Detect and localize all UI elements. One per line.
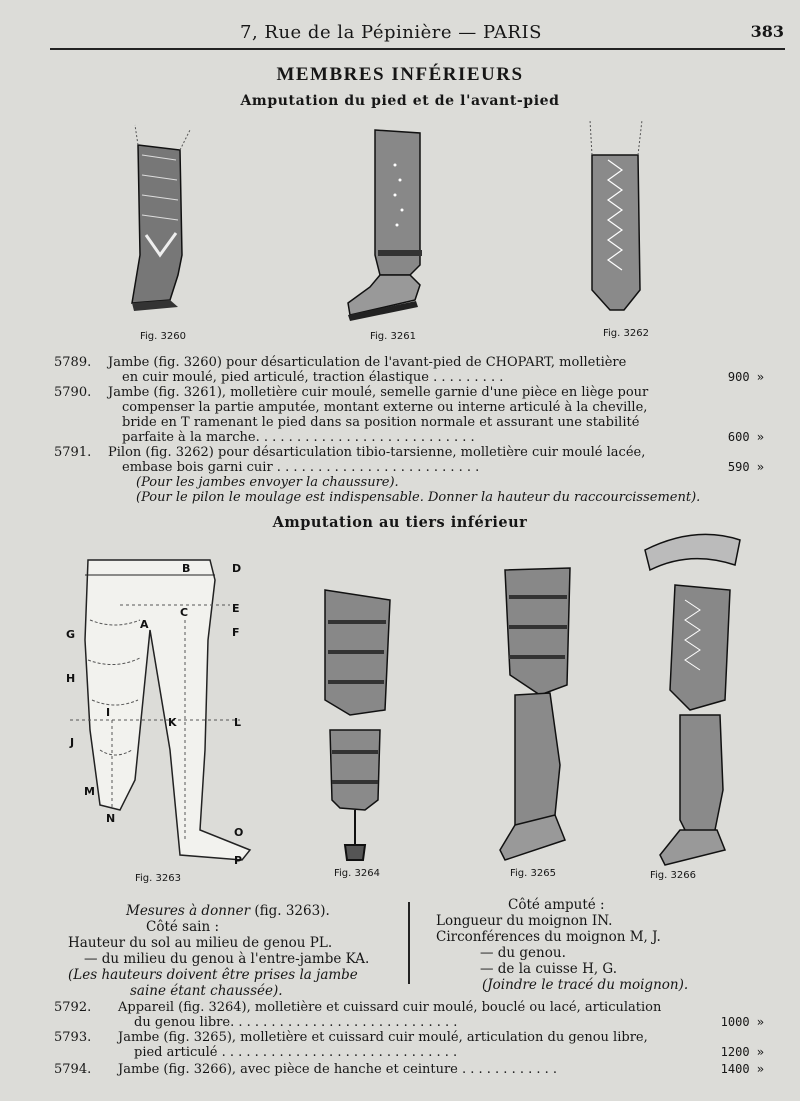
diagram-letter: H: [66, 672, 76, 685]
item-price: 1000 »: [720, 1015, 764, 1029]
section-title: MEMBRES INFÉRIEURS: [276, 64, 524, 85]
measures-left: [68, 903, 403, 999]
item-line: Appareil (fig. 3264), molletière et cuissard cuir moulé, bouclé ou lacé, articulation: [118, 1000, 662, 1015]
measure-note: (Joindre le tracé du moignon).: [482, 977, 689, 993]
item-line: Pilon (fig. 3262) pour désarticulation tibio-tarsienne, molletière cuir moulé lacée,: [108, 445, 646, 460]
measure-note: saine étant chaussée).: [130, 983, 283, 999]
note-line: (Pour le pilon le moulage est indispensable. Donner la hauteur du raccourcissement).: [136, 490, 701, 505]
section2-subtitle: Amputation au tiers inférieur: [272, 514, 528, 531]
item-line: en cuir moulé, pied articulé, traction élastique . . . . . . . . .: [122, 370, 504, 385]
item-5791: [54, 445, 764, 477]
diagram-letter: J: [70, 736, 75, 749]
item-line: Jambe (fig. 3265), molletière et cuissard cuir moulé, articulation du genou libre,: [118, 1030, 648, 1045]
side-label: Côté sain :: [146, 919, 219, 935]
diagram-letter: I: [106, 706, 111, 719]
diagram-letter: L: [234, 716, 242, 729]
item-price: 1200 »: [720, 1045, 764, 1059]
item-number: 5794.: [54, 1062, 92, 1077]
item-price: 600 »: [727, 430, 764, 444]
item-line: pied articulé . . . . . . . . . . . . . . . . . . . . . . . . . . . . .: [134, 1045, 458, 1060]
item-number: 5791.: [54, 445, 92, 460]
diagram-letter: P: [234, 854, 243, 867]
diagram-letter: F: [232, 626, 240, 639]
measure-line: — de la cuisse H, G.: [480, 961, 618, 977]
figure-3261: [340, 125, 430, 325]
item-line: du genou libre. . . . . . . . . . . . . . . . . . . . . . . . . . . .: [134, 1015, 458, 1030]
item-line: parfaite à la marche. . . . . . . . . . . . . . . . . . . . . . . . . . .: [122, 430, 475, 445]
diagram-letter: D: [232, 562, 242, 575]
measures-heading-fig: (fig. 3263).: [254, 903, 330, 919]
figure-3264: [320, 580, 400, 870]
fig-3262-caption: Fig. 3262: [603, 328, 649, 339]
item-line: Jambe (fig. 3266), avec pièce de hanche et ceinture . . . . . . . . . . . .: [118, 1062, 558, 1077]
measure-line: Hauteur du sol au milieu de genou PL.: [68, 935, 333, 951]
item-line: embase bois garni cuir . . . . . . . . . . . . . . . . . . . . . . . . .: [122, 460, 480, 475]
diagram-letter: N: [106, 812, 116, 825]
diagram-letter: E: [232, 602, 240, 615]
item-line: Jambe (fig. 3260) pour désarticulation de l'avant-pied de CHOPART, molletière: [108, 355, 627, 370]
diagram-letter: M: [84, 785, 95, 798]
figure-3263-diagram: [60, 550, 260, 870]
item-line: compenser la partie amputée, montant externe ou interne articulé à la cheville,: [122, 400, 648, 415]
diagram-letter: B: [182, 562, 191, 575]
figure-3266: [635, 530, 745, 870]
column-divider: [408, 902, 410, 984]
figure-3262: [580, 120, 650, 320]
page-number: 383: [750, 22, 784, 41]
fig-3264-caption: Fig. 3264: [334, 868, 380, 879]
measure-line: Longueur du moignon IN.: [436, 913, 613, 929]
measure-note: (Les hauteurs doivent être prises la jambe: [68, 967, 358, 983]
item-5793: [54, 1030, 764, 1062]
diagram-letter: G: [66, 628, 76, 641]
section1-subtitle: Amputation du pied et de l'avant-pied: [240, 93, 560, 109]
fig-3265-caption: Fig. 3265: [510, 868, 556, 879]
diagram-letter: O: [234, 826, 244, 839]
diagram-letter: A: [140, 618, 149, 631]
measures-right: [436, 897, 766, 993]
measures-heading: Mesures à donner: [126, 903, 251, 919]
fig-3261-caption: Fig. 3261: [370, 331, 416, 342]
fig-3260-caption: Fig. 3260: [140, 331, 186, 342]
item-price: 1400 »: [720, 1062, 764, 1076]
item-price: 590 »: [727, 460, 764, 474]
item-5792: [54, 1000, 764, 1032]
figure-3260: [120, 125, 210, 325]
item-line: bride en T ramenant le pied dans sa position normale et assurant une stabilité: [122, 415, 640, 430]
item-number: 5792.: [54, 1000, 92, 1015]
diagram-letter: C: [180, 606, 189, 619]
measure-line: — du milieu du genou à l'entre-jambe KA.: [84, 951, 370, 967]
diagram-letter: K: [168, 716, 177, 729]
item-number: 5793.: [54, 1030, 92, 1045]
item-5794: [54, 1062, 764, 1080]
item-5790: [54, 385, 764, 447]
notes: [136, 475, 700, 505]
item-number: 5789.: [54, 355, 92, 370]
item-number: 5790.: [54, 385, 92, 400]
note-line: (Pour les jambes envoyer la chaussure).: [136, 475, 399, 490]
side-label: Côté amputé :: [508, 897, 605, 913]
page-header: [0, 22, 800, 48]
item-price: 900 »: [727, 370, 764, 384]
fig-3263-caption: Fig. 3263: [135, 873, 181, 884]
figure-3265: [495, 565, 585, 865]
item-line: Jambe (fig. 3261), molletière cuir moulé, semelle garnie d'une pièce en liège pour: [108, 385, 649, 400]
measure-line: — du genou.: [480, 945, 566, 961]
measure-line: Circonférences du moignon M, J.: [436, 929, 661, 945]
header-address: 7, Rue de la Pépinière — PARIS: [240, 22, 542, 43]
fig-3266-caption: Fig. 3266: [650, 870, 696, 881]
header-rule: [50, 48, 785, 50]
item-5789: [54, 355, 764, 387]
